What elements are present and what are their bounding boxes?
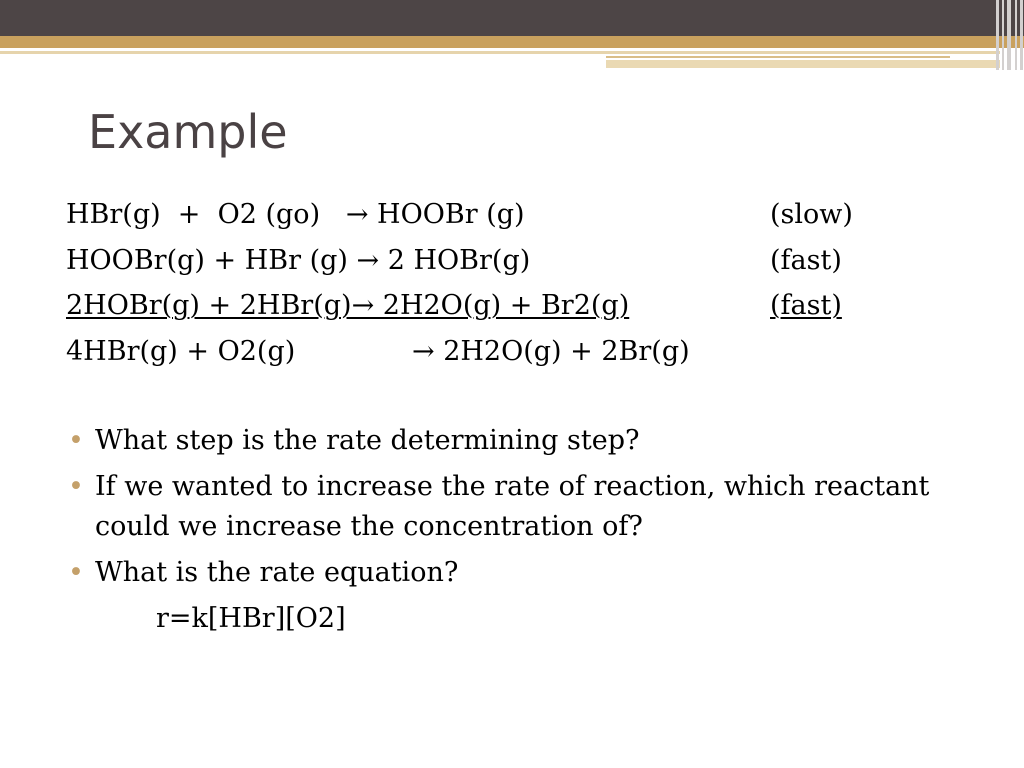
equation-step-2: HOOBr(g) + HBr (g) → 2 HOBr(g) <box>66 245 531 276</box>
overall-reactants: 4HBr(g) + O2(g) <box>66 336 296 367</box>
header-band <box>0 0 1024 36</box>
equation-step-1: HBr(g) + O2 (go) → HOOBr (g) <box>66 199 525 230</box>
decorative-stripes <box>994 0 1024 70</box>
bullet-text-continued: could we increase the concentration of? <box>95 511 643 542</box>
slide-title: Example <box>88 105 288 159</box>
gold-accent-line-right <box>606 60 1000 68</box>
bullet-icon: • <box>68 425 84 456</box>
bullet-text: If we wanted to increase the rate of reaction, which reactant <box>95 471 930 502</box>
bullet-text: What is the rate equation? <box>95 557 459 588</box>
speed-label-step-3: (fast) <box>770 290 842 321</box>
bullet-text: What step is the rate determining step? <box>95 425 640 456</box>
rate-equation-answer: r=k[HBr][O2] <box>156 603 346 634</box>
gold-accent-line <box>0 51 1000 54</box>
gold-accent-line-short <box>606 56 950 58</box>
speed-label-step-2: (fast) <box>770 245 842 276</box>
equation-step-3: 2HOBr(g) + 2HBr(g)→ 2H2O(g) + Br2(g) <box>66 290 630 321</box>
overall-products: → 2H2O(g) + 2Br(g) <box>412 336 690 367</box>
bullet-icon: • <box>68 557 84 588</box>
bullet-icon: • <box>68 471 84 502</box>
speed-label-step-1: (slow) <box>770 199 853 230</box>
gold-accent-bar <box>0 36 1024 48</box>
